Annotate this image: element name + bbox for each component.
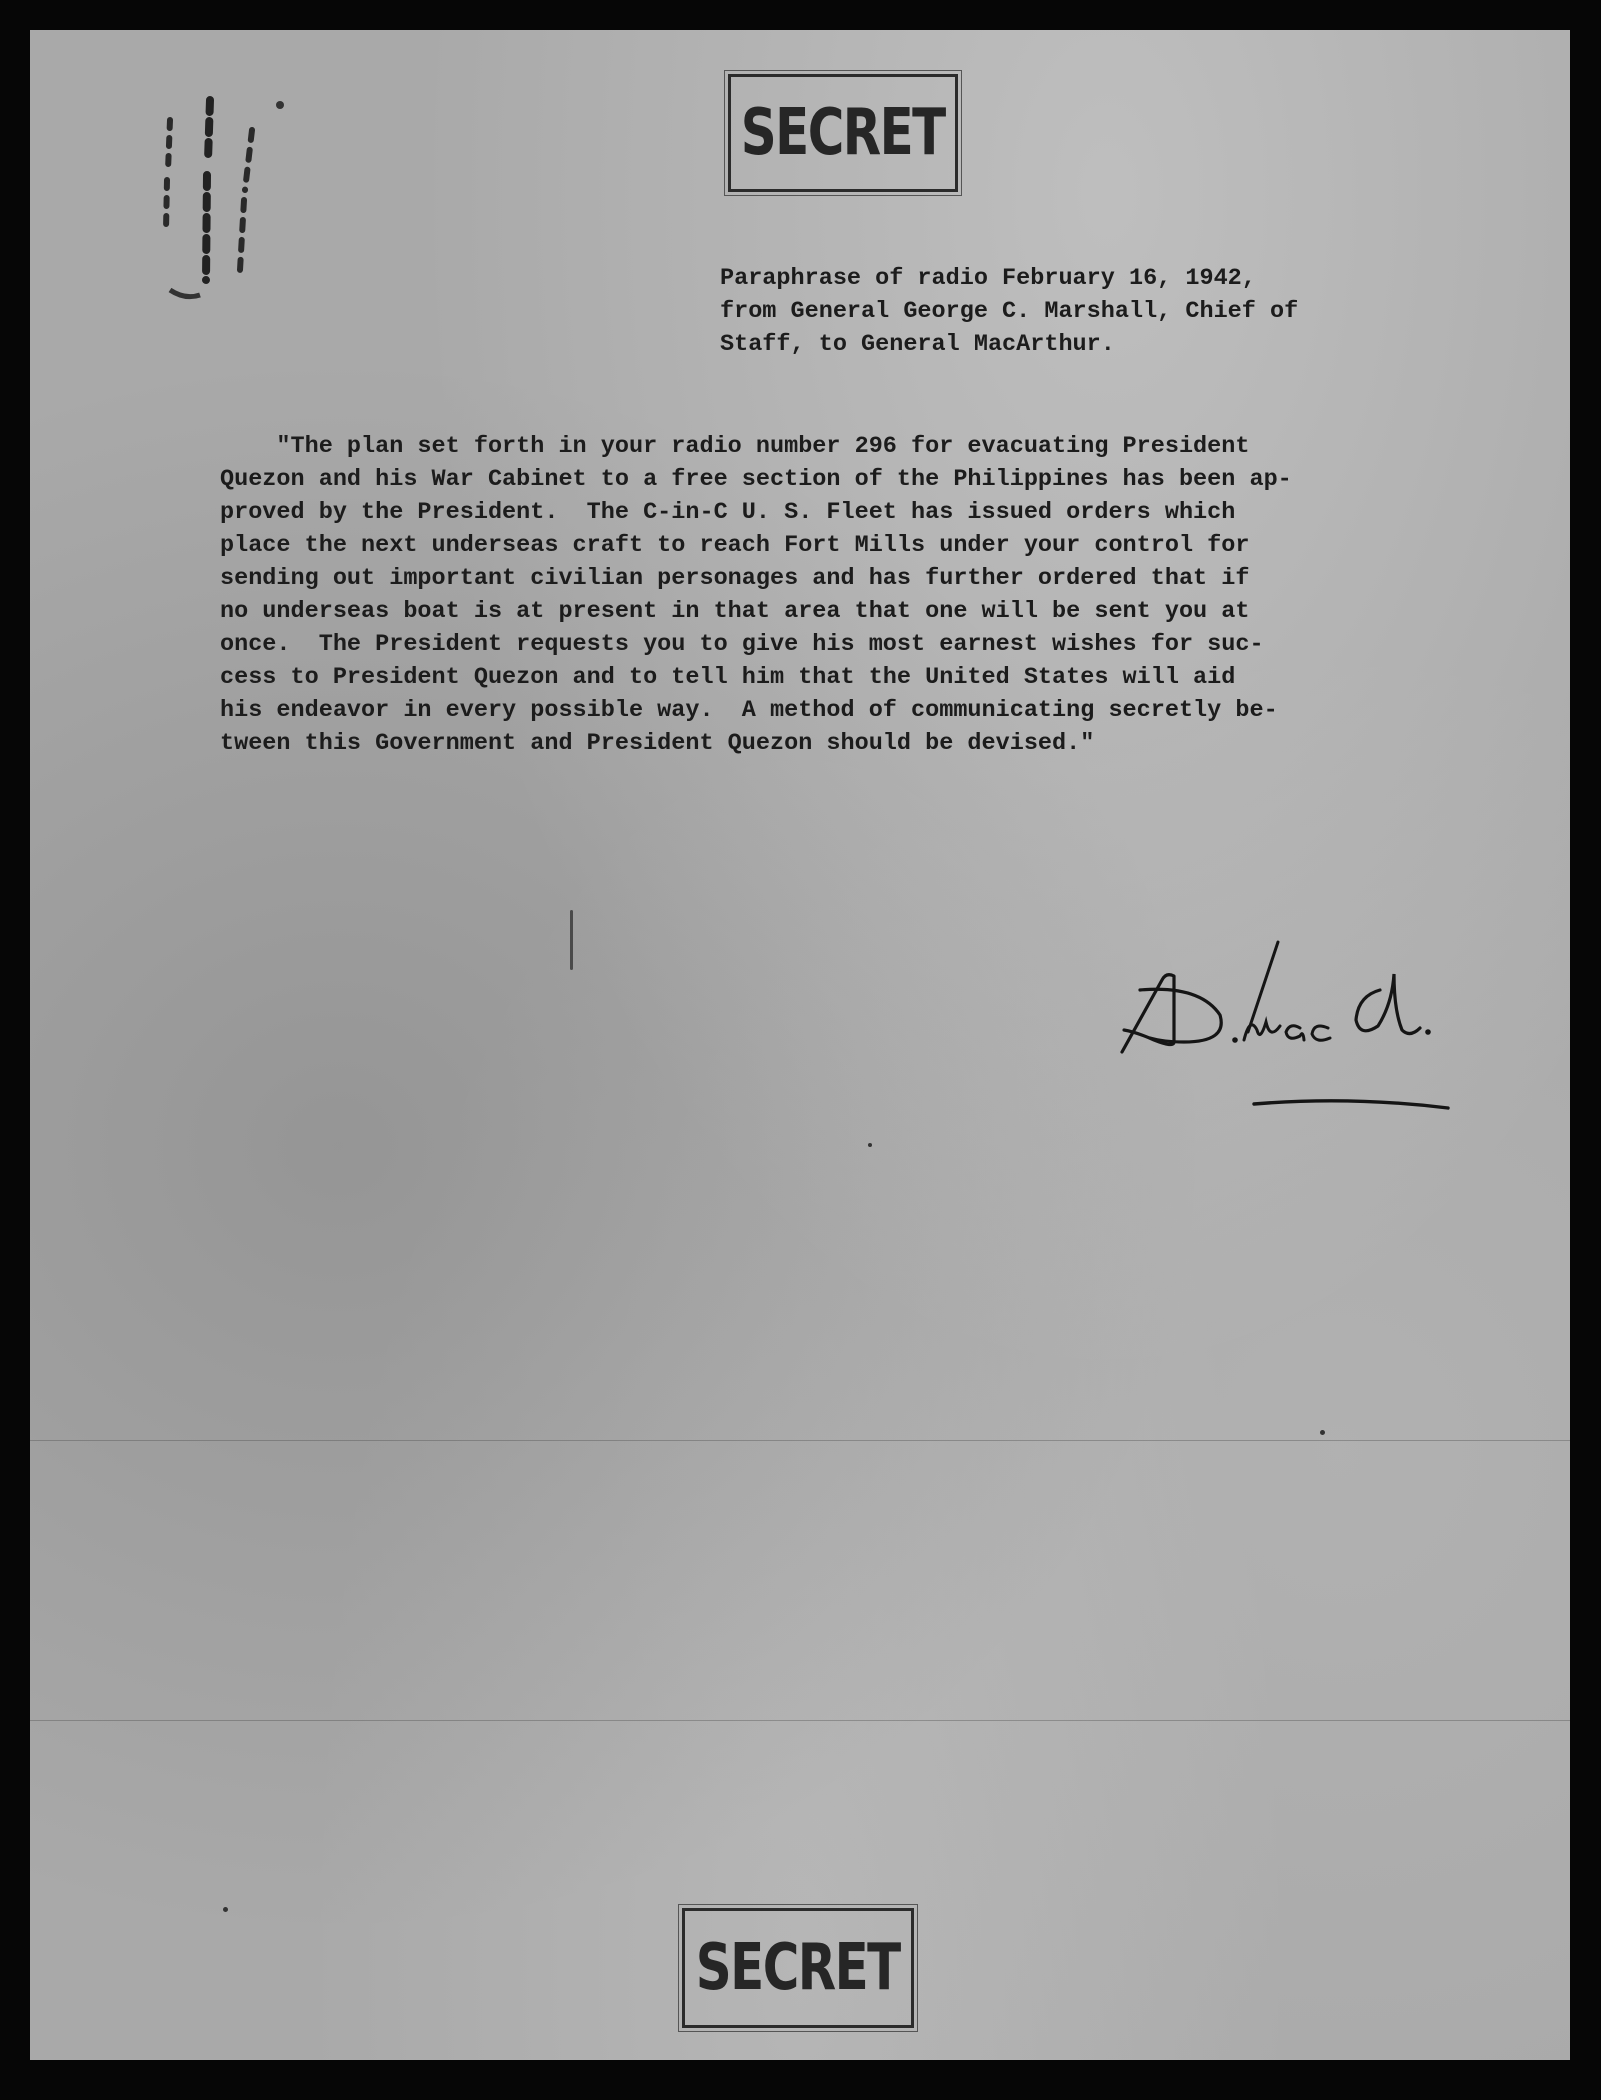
body-line: proved by the President. The C-in-C U. S. Fleet has issued orders which [220, 499, 1236, 526]
fold-line [30, 1440, 1570, 1441]
classification-top: SECRET [741, 96, 945, 170]
paper-speck [868, 1143, 872, 1147]
body-line: no underseas boat is at present in that area that one will be sent you at [220, 598, 1250, 625]
document-page [30, 30, 1570, 2060]
ink-marks [140, 80, 310, 320]
signature [1110, 930, 1530, 1130]
fold-line [30, 1720, 1570, 1721]
body-line: place the next underseas craft to reach Fort Mills under your control for [220, 532, 1250, 559]
secret-stamp-bottom [682, 1908, 914, 2028]
paper-speck [1320, 1430, 1325, 1435]
secret-stamp-top [728, 74, 958, 192]
body-line: tween this Government and President Quezon should be devised." [220, 730, 1095, 757]
body-line: once. The President requests you to give his most earnest wishes for suc- [220, 631, 1264, 658]
header-line: Paraphrase of radio February 16, 1942, [720, 265, 1256, 292]
body-line: sending out important civilian personages and has further ordered that if [220, 565, 1250, 592]
paper-mark [570, 910, 573, 970]
message-body [220, 430, 1450, 760]
body-line: Quezon and his War Cabinet to a free section of the Philippines has been ap- [220, 466, 1292, 493]
classification-bottom: SECRET [696, 1931, 900, 2005]
document-header [720, 262, 1440, 361]
header-line: from General George C. Marshall, Chief of [720, 298, 1299, 325]
body-line: cess to President Quezon and to tell him that the United States will aid [220, 664, 1236, 691]
header-line: Staff, to General MacArthur. [720, 331, 1115, 358]
paper-speck [223, 1907, 228, 1912]
body-line: "The plan set forth in your radio number 296 for evacuating President [220, 433, 1250, 460]
body-line: his endeavor in every possible way. A method of communicating secretly be- [220, 697, 1278, 724]
